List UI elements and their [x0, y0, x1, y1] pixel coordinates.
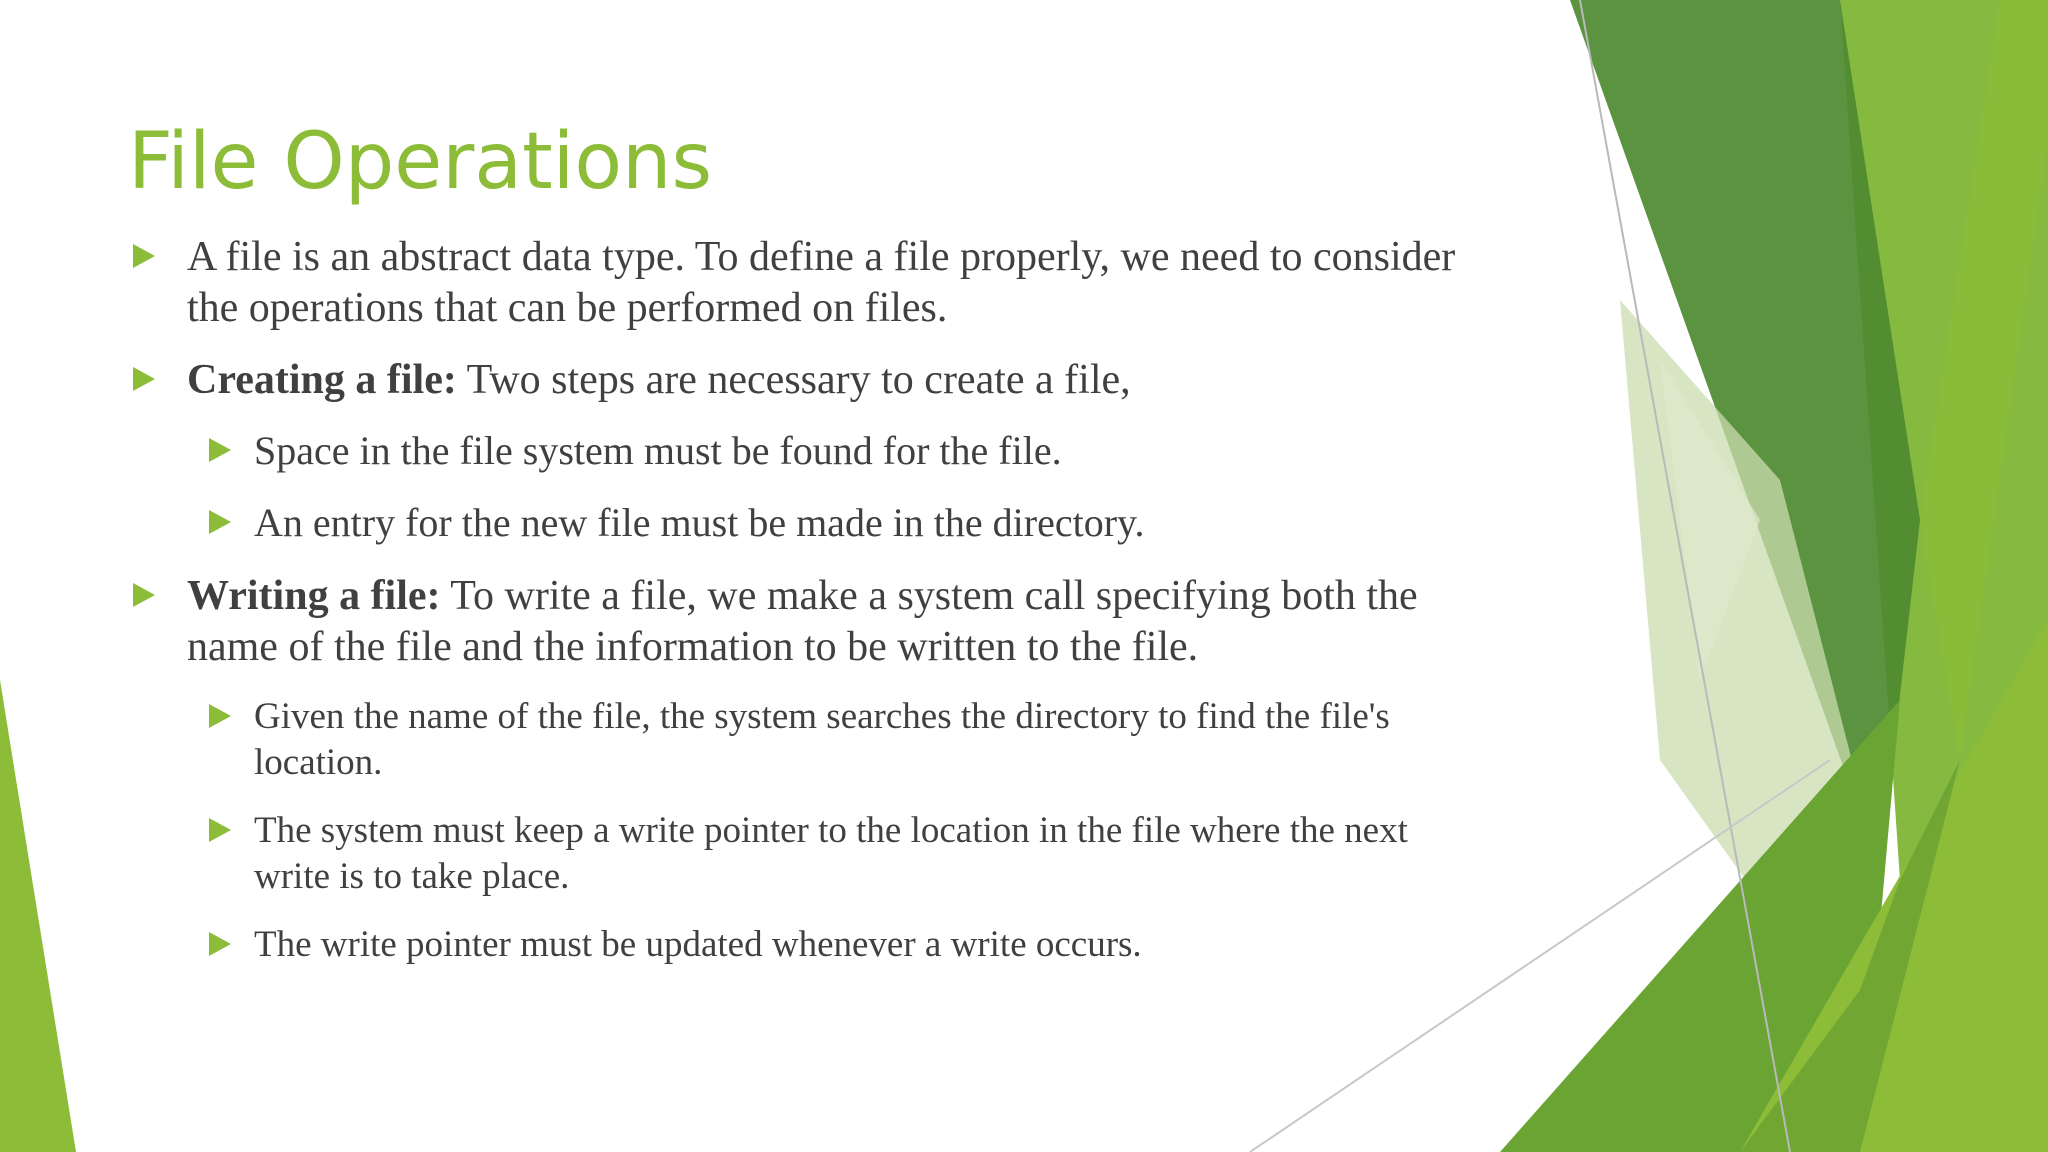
bullet-file-abstract-type [128, 232, 1488, 334]
sub-bullet-write-pointer [128, 808, 1488, 900]
sub-bullet-text: The write pointer must be updated whenever a write occurs. [254, 924, 1142, 965]
sub-bullet-text: Given the name of the file, the system searches the directory to find the file's location. [254, 696, 1390, 783]
bullet-creating-file [128, 355, 1488, 406]
sub-bullet-arrow-icon [209, 510, 231, 534]
left-green-sliver [0, 680, 76, 1152]
sub-bullet-text: The system must keep a write pointer to the location in the file where the next write is to take place. [254, 810, 1408, 897]
sub-bullet-text: An entry for the new file must be made in the directory. [254, 500, 1145, 545]
sub-bullet-search-directory [128, 694, 1488, 786]
slide-body [128, 232, 1488, 990]
bullet-arrow-icon [133, 583, 155, 607]
sub-bullet-text: Space in the file system must be found for the file. [254, 428, 1062, 473]
bullet-heading: Writing a file: [187, 573, 441, 619]
sub-bullet-pointer-updated [128, 922, 1488, 968]
bullet-text: A file is an abstract data type. To define a file properly, we need to consider the operations that can be performed on files. [187, 234, 1456, 331]
sub-bullet-space [128, 427, 1488, 475]
slide-title: File Operations [128, 117, 713, 207]
sub-bullet-arrow-icon [209, 932, 231, 956]
sub-bullet-arrow-icon [209, 704, 231, 728]
bullet-arrow-icon [133, 244, 155, 268]
sub-bullet-arrow-icon [209, 818, 231, 842]
bullet-heading: Creating a file: [187, 357, 457, 403]
bullet-writing-file [128, 571, 1488, 673]
bullet-text: To write a file, we make a system call specifying both the name of the file and the information to be written to the file. [187, 573, 1418, 670]
bullet-arrow-icon [133, 367, 155, 391]
bullet-text: Two steps are necessary to create a file, [456, 357, 1131, 403]
sub-bullet-directory-entry [128, 499, 1488, 547]
sub-bullet-arrow-icon [209, 438, 231, 462]
